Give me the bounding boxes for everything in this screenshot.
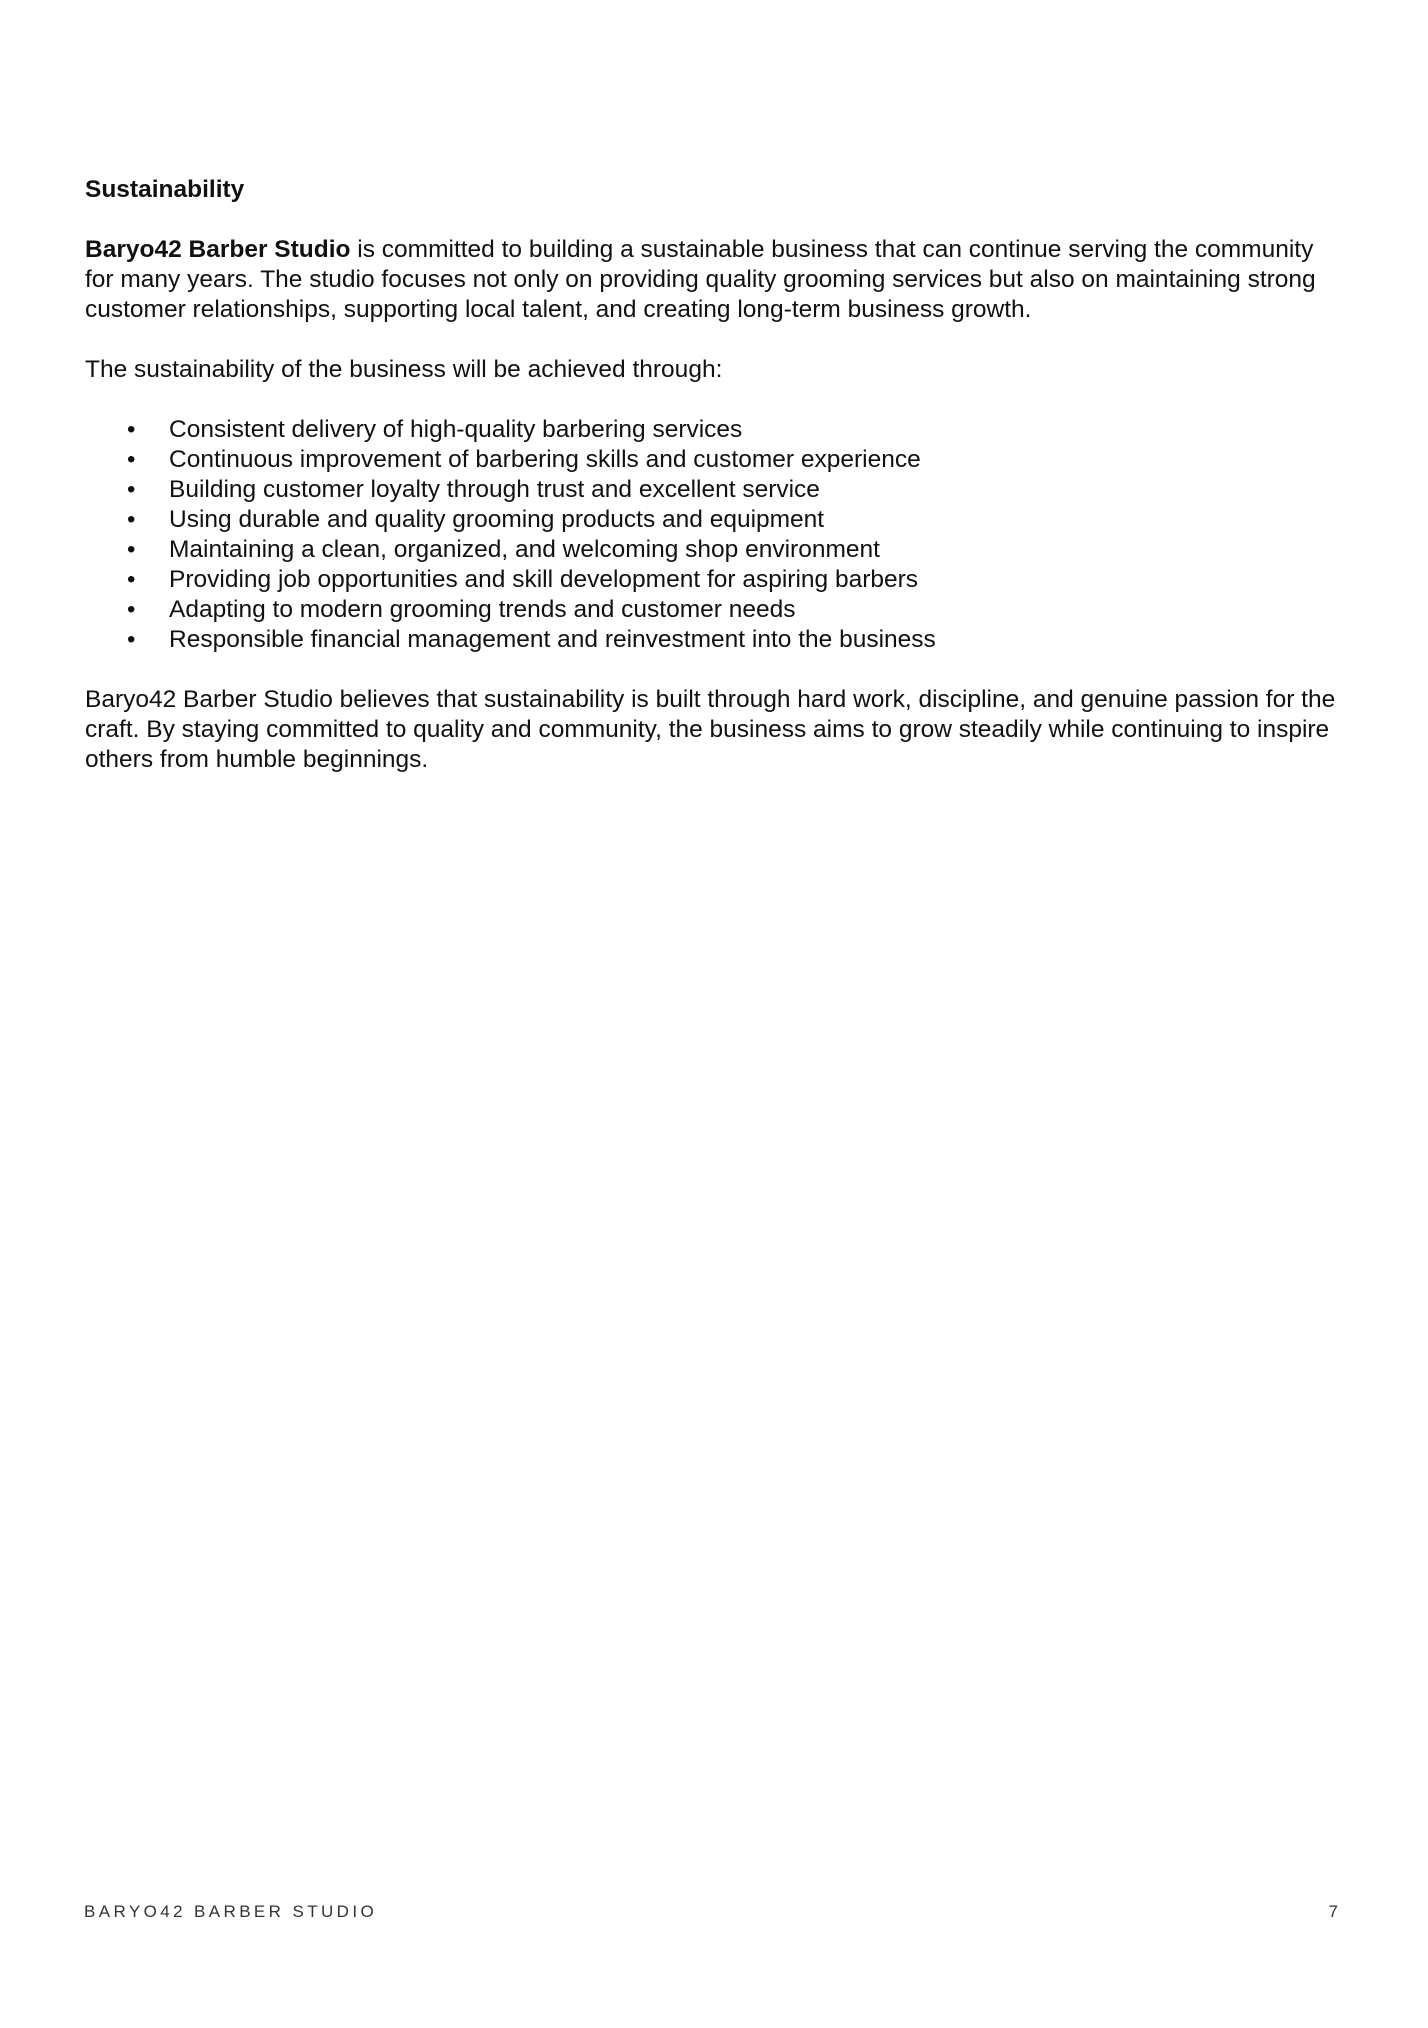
list-item-text: Using durable and quality grooming products and equipment bbox=[169, 506, 825, 533]
sustainability-list bbox=[85, 415, 1345, 655]
closing-paragraph: Baryo42 Barber Studio believes that sustainability is built through hard work, discipline, and genuine passion for the craft. By staying committed to quality and community, the business aims to grow steadily while continuing to inspire others from humble beginnings. bbox=[85, 686, 1336, 773]
list-item-text: Adapting to modern grooming trends and customer needs bbox=[169, 596, 796, 623]
bullet-icon: • bbox=[127, 506, 136, 533]
bullet-icon: • bbox=[127, 446, 136, 473]
bullet-icon: • bbox=[127, 416, 136, 443]
bullet-icon: • bbox=[127, 476, 136, 503]
intro-text: is committed to building a sustainable business that can continue serving the community for many years. The studio focuses not only on providing quality grooming services but also on maintaining strong customer relationships, supporting local talent, and creating long-term business growth. bbox=[85, 236, 1316, 323]
footer-title: BARYO42 BARBER STUDIO bbox=[84, 1902, 378, 1921]
list-item-text: Continuous improvement of barbering skills and customer experience bbox=[169, 446, 921, 473]
bullet-icon: • bbox=[127, 596, 136, 623]
page-content bbox=[85, 175, 1345, 805]
list-item bbox=[85, 475, 1345, 505]
list-item bbox=[85, 565, 1345, 595]
list-item-text: Consistent delivery of high-quality barbering services bbox=[169, 416, 743, 443]
bullet-icon: • bbox=[127, 566, 136, 593]
page-number: 7 bbox=[1328, 1902, 1338, 1921]
brand-name: Baryo42 Barber Studio bbox=[85, 236, 351, 263]
list-item bbox=[85, 535, 1345, 565]
lead-in-paragraph: The sustainability of the business will be achieved through: bbox=[85, 356, 723, 383]
list-item bbox=[85, 445, 1345, 475]
section-heading: Sustainability bbox=[85, 176, 245, 203]
list-item bbox=[85, 625, 1345, 655]
list-item-text: Responsible financial management and reinvestment into the business bbox=[169, 626, 936, 653]
list-item-text: Building customer loyalty through trust and excellent service bbox=[169, 476, 820, 503]
list-item-text: Maintaining a clean, organized, and welcoming shop environment bbox=[169, 536, 880, 563]
list-item bbox=[85, 505, 1345, 535]
list-item-text: Providing job opportunities and skill development for aspiring barbers bbox=[169, 566, 919, 593]
list-item bbox=[85, 415, 1345, 445]
bullet-icon: • bbox=[127, 536, 136, 563]
bullet-icon: • bbox=[127, 626, 136, 653]
intro-paragraph bbox=[85, 235, 1345, 325]
list-item bbox=[85, 595, 1345, 625]
